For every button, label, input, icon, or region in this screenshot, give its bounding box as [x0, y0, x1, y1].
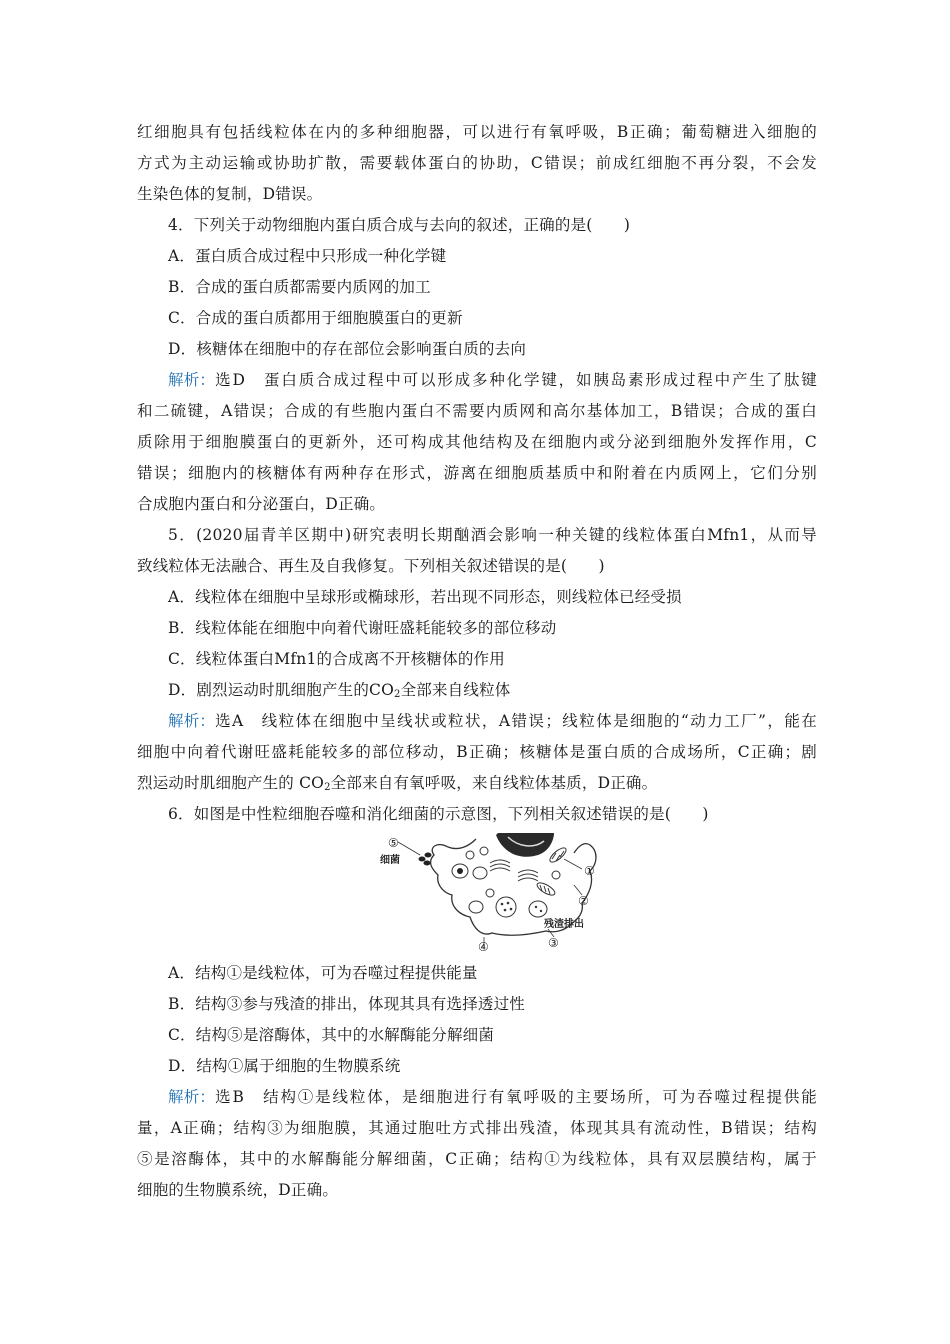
- label-residue-discharge: 残渣排出: [544, 919, 584, 930]
- q5-stem-line-2: 致线粒体无法融合、再生及自我修复。下列相关叙述错误的是( ): [137, 557, 605, 575]
- q5-answer-label: 解析：: [168, 712, 216, 730]
- q4-answer-text-1: 选D 蛋白质合成过程中可以形成多种化学键，如胰岛素形成过程中产生了肽键: [215, 371, 817, 389]
- q6-option-b: B．结构③参与残渣的排出，体现其具有选择透过性: [168, 995, 525, 1013]
- q5-stem-line-1: 5．(2020届青羊区期中)研究表明长期酗酒会影响一种关键的线粒体蛋白Mfn1，从而导: [168, 526, 817, 544]
- lysosome: [480, 847, 488, 855]
- vesicle: [469, 901, 483, 913]
- intro-line-1: 红细胞具有包括线粒体在内的多种细胞器，可以进行有氧呼吸，B正确；葡萄糖进入细胞的: [137, 123, 817, 141]
- q5-answer-line-1: [168, 711, 817, 731]
- q5-answer-text-3-end: 全部来自有氧呼吸，来自线粒体基质，D正确。: [330, 774, 658, 792]
- q4-answer-line-4: 错误；细胞内的核糖体有两种存在形式，游离在细胞质基质中和附着在内质网上，它们分别: [137, 464, 817, 482]
- q5-option-c: C．线粒体蛋白Mfn1的合成离不开核糖体的作用: [168, 650, 505, 668]
- lysosome: [466, 851, 474, 859]
- intro-line-2: 方式为主动运输或协助扩散，需要载体蛋白的协助，C错误；前成红细胞不再分裂，不会发: [137, 154, 817, 172]
- label-num-4: ④: [478, 940, 489, 951]
- q6-stem: 6．如图是中性粒细胞吞噬和消化细菌的示意图，下列相关叙述错误的是( ): [168, 805, 709, 823]
- q5-option-d: [168, 680, 848, 700]
- q6-answer-line-2: 量，A正确；结构③为细胞膜，其通过胞吐方式排出残渣，体现其具有流动性，B错误；结构: [137, 1119, 817, 1137]
- q4-answer-line-1: [168, 370, 817, 390]
- vesicle: [473, 867, 487, 879]
- neutrophil-phagocytosis-figure: [378, 833, 614, 951]
- q4-option-c: C．合成的蛋白质都用于细胞膜蛋白的更新: [168, 309, 463, 327]
- q4-answer-line-5: 合成胞内蛋白和分泌蛋白，D正确。: [137, 495, 386, 513]
- q5-option-d-text-end: 全部来自线粒体: [400, 681, 511, 699]
- q6-answer-line-3: ⑤是溶酶体，其中的水解酶能分解细菌，C正确；结构①为线粒体，具有双层膜结构，属于: [137, 1150, 817, 1168]
- q5-answer-line-3: [137, 773, 817, 793]
- q6-answer-label: 解析：: [168, 1088, 216, 1106]
- lysosome: [486, 889, 494, 897]
- q6-option-a: A．结构①是线粒体，可为吞噬过程提供能量: [168, 964, 478, 982]
- q6-option-c: C．结构⑤是溶酶体，其中的水解酶能分解细菌: [168, 1026, 495, 1044]
- q5-answer-text-3: 烈运动时肌细胞产生的 CO: [137, 774, 325, 792]
- lysosome: [552, 871, 560, 879]
- q5-answer-text-1: 选A 线粒体在细胞中呈线状或粒状，A错误；线粒体是细胞的“动力工厂”，能在: [215, 712, 817, 730]
- phagolysosome: [496, 897, 516, 917]
- q5-option-d-subscript: 2: [394, 689, 401, 700]
- label-num-2: ②: [578, 894, 589, 908]
- q4-option-b: B．合成的蛋白质都需要内质网的加工: [168, 278, 431, 296]
- q4-stem: 4．下列关于动物细胞内蛋白质合成与去向的叙述，正确的是( ): [168, 216, 631, 234]
- q6-answer-text-1: 选B 结构①是线粒体，是细胞进行有氧呼吸的主要场所，可为吞噬过程提供能: [215, 1088, 817, 1106]
- residual-body: [529, 901, 547, 917]
- engulfed-bacterium: [457, 868, 463, 874]
- q5-answer-subscript: 2: [324, 782, 331, 793]
- q4-option-d: D．核糖体在细胞中的存在部位会影响蛋白质的去向: [168, 340, 527, 358]
- label-bacteria: 细菌: [380, 855, 400, 866]
- label-num-3: ③: [548, 936, 559, 950]
- label-num-1: ①: [584, 864, 595, 878]
- q5-answer-line-2: 细胞中向着代谢旺盛耗能较多的部位移动，B正确；核糖体是蛋白质的合成场所，C正确；剧: [137, 743, 817, 761]
- golgi-apparatus: [490, 860, 538, 881]
- label-num-5: ⑤: [388, 836, 399, 850]
- q4-answer-line-3: 质除用于细胞膜蛋白的更新外，还可构成其他结构及在细胞内或分泌到细胞外发挥作用，C: [137, 433, 817, 451]
- q5-option-d-text: D．剧烈运动时肌细胞产生的CO: [168, 681, 394, 699]
- bacteria-cluster: [419, 853, 432, 866]
- q5-option-b: B．线粒体能在细胞中向着代谢旺盛耗能较多的部位移动: [168, 619, 557, 637]
- q6-answer-line-1: [168, 1087, 817, 1107]
- q4-option-a: A．蛋白质合成过程中只形成一种化学键: [168, 247, 447, 265]
- q6-answer-line-4: 细胞的生物膜系统，D正确。: [137, 1181, 339, 1199]
- q6-option-d: D．结构①属于细胞的生物膜系统: [168, 1057, 401, 1075]
- intro-line-3: 生染色体的复制，D错误。: [137, 185, 323, 203]
- q5-option-a: A．线粒体在细胞中呈球形或椭球形，若出现不同形态，则线粒体已经受损: [168, 588, 682, 606]
- q4-answer-line-2: 和二硫键，A错误；合成的有些胞内蛋白不需要内质网和高尔基体加工，B错误；合成的蛋白: [137, 402, 817, 420]
- q4-answer-label: 解析：: [168, 371, 216, 389]
